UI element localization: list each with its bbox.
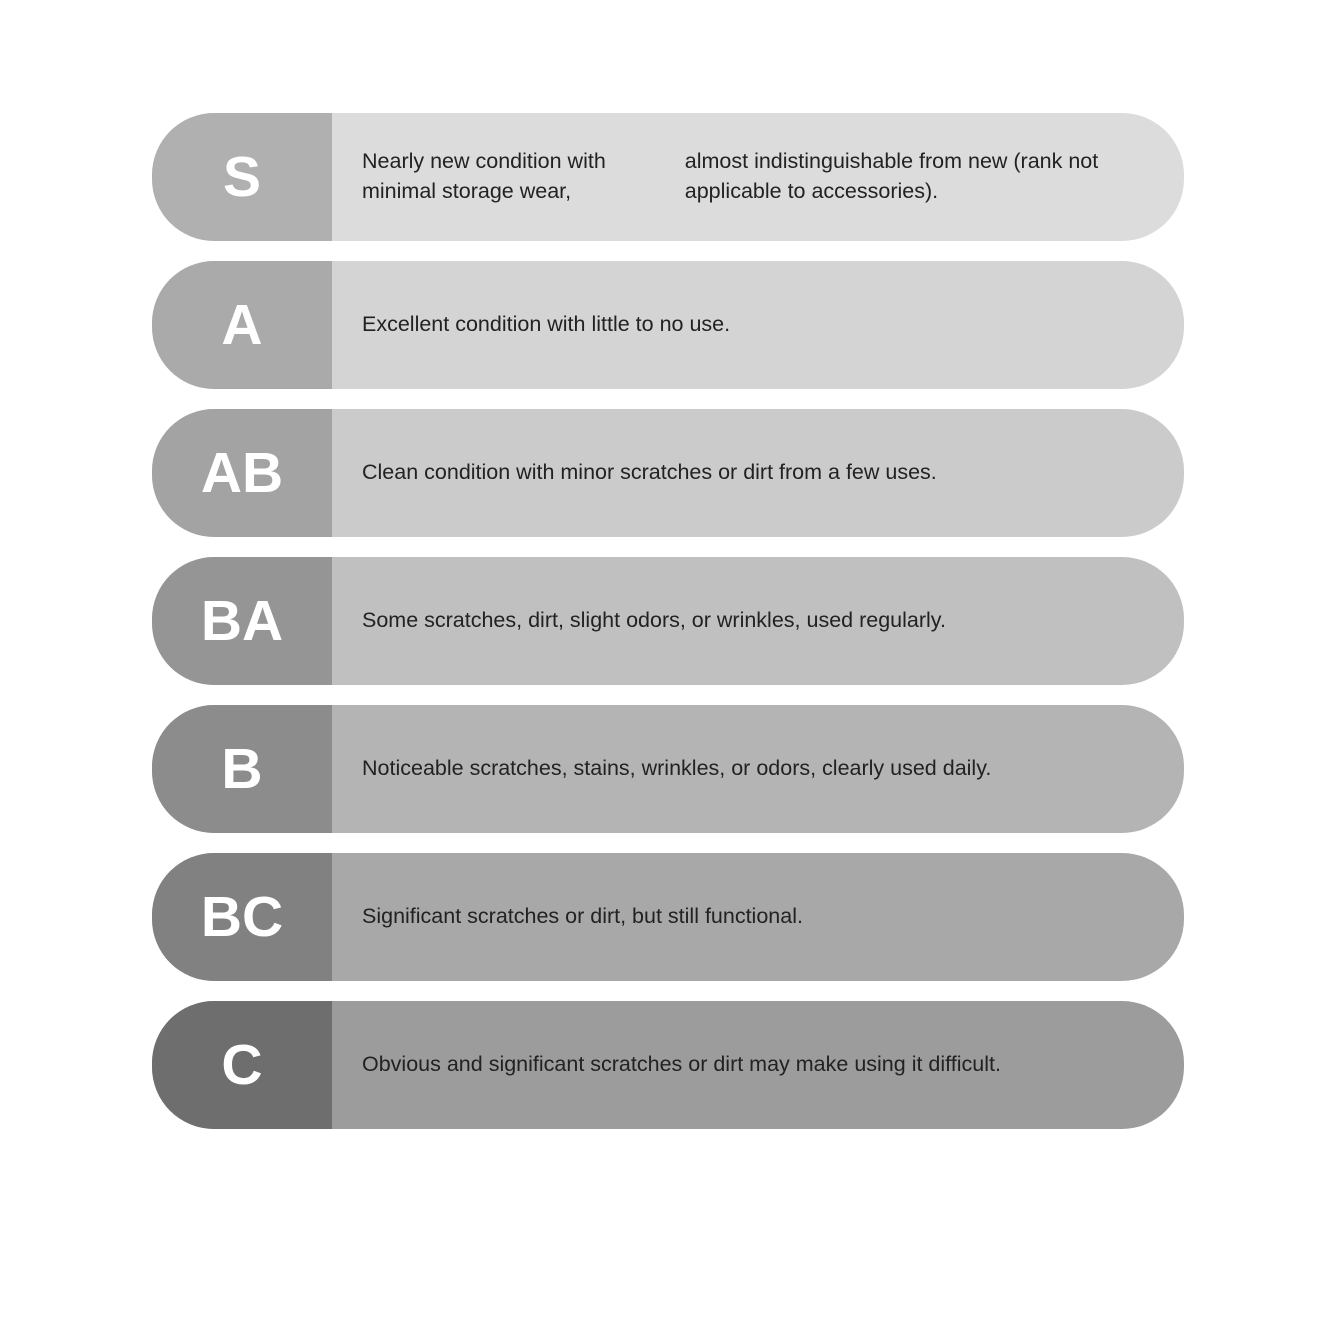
rank-description-line: Noticeable scratches, stains, wrinkles, or odors, clearly used daily. [362,756,992,781]
rank-description [332,113,1184,241]
rank-badge: C [152,1001,332,1129]
rank-description-line: Significant scratches or dirt, but still functional. [362,904,803,929]
rank-description-line: Clean condition with minor scratches or dirt from a few uses. [362,460,937,485]
rank-description [332,261,1184,389]
rank-row [152,261,1184,389]
rank-row [152,557,1184,685]
rank-badge: BA [152,557,332,685]
rank-description-line: Some scratches, dirt, slight odors, or wrinkles, used regularly. [362,608,946,633]
rank-description-line: Obvious and significant scratches or dirt may make using it difficult. [362,1052,1001,1077]
rank-row [152,853,1184,981]
rank-description-line: Excellent condition with little to no use. [362,312,731,337]
rank-badge: AB [152,409,332,537]
rank-description [332,705,1184,833]
rank-badge: BC [152,853,332,981]
rank-row [152,409,1184,537]
rank-row [152,1001,1184,1129]
rank-description [332,557,1184,685]
rank-description-line: Nearly new condition with minimal storage wear, [362,149,606,203]
rank-badge: S [152,113,332,241]
rank-description [332,409,1184,537]
rank-description [332,853,1184,981]
condition-rank-chart [152,113,1184,1149]
rank-row [152,705,1184,833]
rank-description-line: almost indistinguishable from new (rank not applicable to accessories). [684,149,1099,203]
rank-row [152,113,1184,241]
rank-description [332,1001,1184,1129]
rank-badge: B [152,705,332,833]
rank-badge: A [152,261,332,389]
